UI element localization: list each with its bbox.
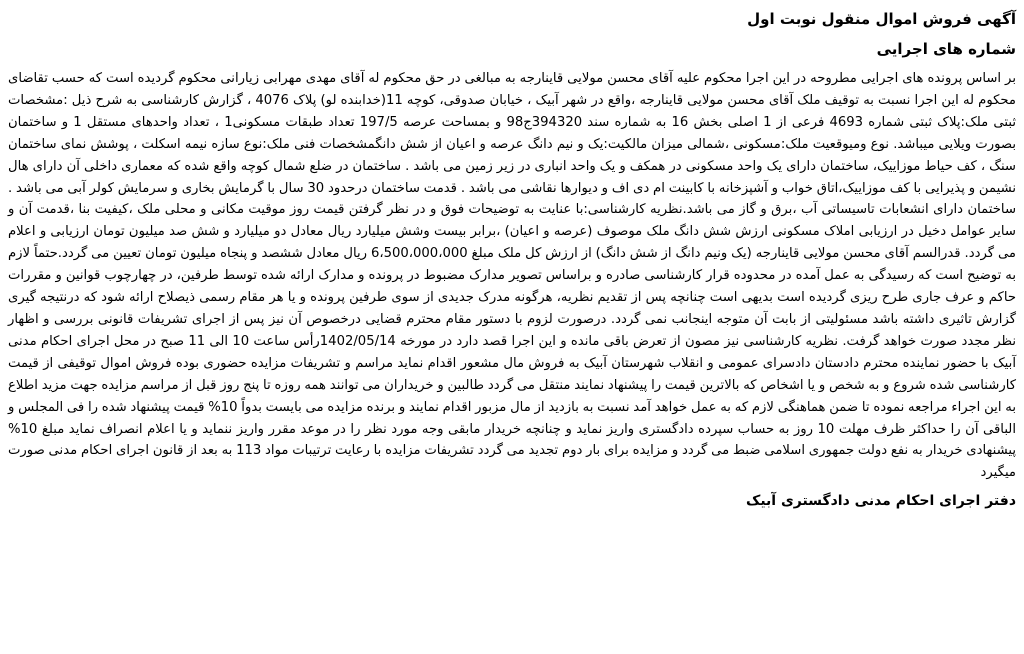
notice-title: آگهی فروش اموال منقول نوبت اول [747, 10, 1016, 28]
notice-footer: دفتر اجرای احکام مدنی دادگستری آبیک [745, 493, 1016, 510]
notice-subtitle: شماره های اجرایی [876, 40, 1016, 58]
notice-body: بر اساس پرونده های اجرایی مطروحه در این اجرا محکوم علیه آقای محسن مولایی قاینارجه به مبالغی در حق محکوم له آقای مهدی مهرابی زیارانی محکوم گردیده است که حسب تقاضای محکوم له این اجرا نسبت به توقیف ملک آقای محسن مولایی قاینارجه ،واقع در شهر آبیک ، خیابان صدوقی، کوچه 11(خدابنده لو) پلاک 4076 ، گزارش کارشناسی به شرح ذیل :مشخصات ثبتی ملک:پلاک ثبتی شماره 4693 فرعی از 1 اصلی بخش 16 به شماره سند 394320ج98 و بمساحت عرصه 197/5 تعداد طبقات مسکونی1 ، تعداد واحدهای مستقل 1 و ساختمان بصورت ویلایی میباشد. نوع ومیوقعیت ملک:مسکونی ،شمالی میزان مالکیت:یک و نیم دانگ عرصه و اعیان از شش دانگمشخصات فنی ملک:نوع سازه نیمه اسکلت ، پوشش نمای ساختمان سنگ ، کف حیاط موزاییک، ساختمان دارای یک واحد مسکونی در همکف و یک واحد انباری در زیر زمین می باشد . ساختمان در ضلع شمال کوچه واقع شده که معماری داخلی آن دارای هال نشیمن و پذیرایی با کف موزاییک،اتاق خواب و آشپزخانه با کابینت ام دی اف و دیوارها نقاشی می باشد . قدمت ساختمان درحدود 30 سال با گرمایش بخاری و سرمایش کولر آبی می باشد . ساختمان دارای انشعابات تاسیساتی آب ،برق و گاز می باشد.نظریه کارشناسی:با عنایت به توضیحات فوق و در نظر گرفتن قیمت روز موقیت مکانی و محلی ملک ،کیفیت بنا ،قدمت آن و سایر عوامل دخیل در ارزیابی املاک مسکونی ارزش شش دانگ ملک موصوف (عرصه و اعیان) ،برابر بیست وشش میلیارد ریال معادل دو میلیارد و شش صد میلیون تومان ارزیابی و اعلام می گردد. قدرالسم آقای محسن مولایی قاینارجه (یک ونیم دانگ از شش دانگ) از ارزش کل ملک مبلغ 6،500،000،000 ریال معادل ششصد و پنجاه میلیون تومان تعیین می گردد.حتماً لازم به توضیح است که رسیدگی به عمل آمده در محدوده قرار کارشناسی صادره و براساس تصویر مدارک مضبوط در پرونده و مدارک ارائه شده توسط طرفین، در چهارچوب قوانین و مقررات حاکم و عرف جاری طرح ریزی گردیده است بدیهی است چنانچه پس از تقدیم نظریه، هرگونه مدرک جدیدی از سوی طرفین پرونده و یا هر مقام رسمی ذیصلاح ارائه شود که درنتیجه گیری گزارش تاثیری داشته باشد مسئولیتی از بابت آن متوجه اینجانب نمی گردد. درصورت لزوم با دستور مقام محترم قضایی درخصوص آن نیز پس از اجرای تشریفات قانونی بررسی و اظهار نظر مجدد صورت خواهد گرفت. نظریه کارشناسی نیز مصون از تعرض باقی مانده و این اجرا قصد دارد در مورخه 1402/05/14رأس ساعت 10 الی 11 صبح در محل اجرای احکام مدنی آبیک با حضور نماینده محترم دادستان دادسرای عمومی و انقلاب شهرستان آبیک به فروش مال مشعور اقدام نماید مراسم و تشریفات مزایده حضوری بوده فروش اموال توقیفی از قیمت کارشناسی شده شروع و به شخص و یا اشخاص که بالاترین قیمت را پیشنهاد نمایند منتقل می گردد طالبین و خریداران می توانند همه روزه تا پنج روز قبل از مراسم مزایده جهت مزید اطلاع به این اجراء مراجعه نموده تا ضمن هماهنگی لازم که به عمل خواهد آمد نسبت به بازدید از مال مزبور اقدام نمایند و برنده مزایده می بایست بدواً 10% قیمت پیشنهاد شده را فی المجلس و الباقی آن را حداکثر ظرف مهلت 10 روز به حساب سپرده دادگستری واریز نماید و چنانچه خریدار مابقی وجه مورد نظر را در موعد مقرر واریز ننماید و یا اعلام انصراف نماید مبلغ 10% پیشنهادی خریدار به نفع دولت جمهوری اسلامی ضبط می گردد و مزایده برای بار دوم تجدید می گردد تشریفات مزایده با رعایت ترتیبات مواد 113 به بعد از قانون اجرای احکام مدنی صورت میگیرد [8, 71, 1017, 481]
